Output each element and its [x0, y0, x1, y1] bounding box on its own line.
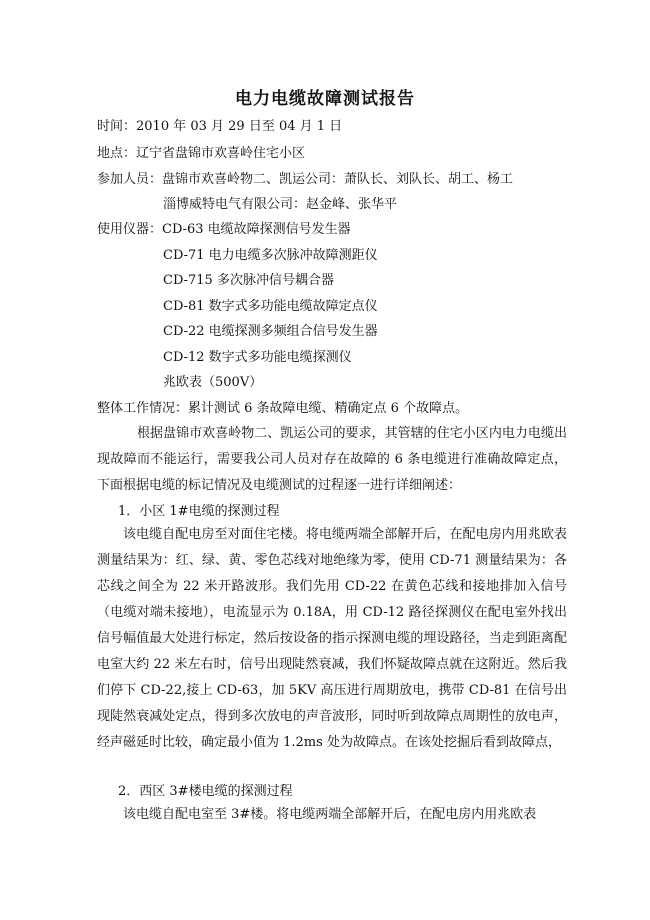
section-2-heading: 2．西区 3#楼电缆的探测过程: [118, 784, 293, 799]
instrument-item: CD-81 数字式多功能电缆故障定点仪: [163, 299, 378, 314]
instrument-item: CD-71 电力电缆多次脉冲故障测距仪: [163, 248, 378, 263]
section-2-paragraph: 该电缆自配电室至 3#楼。将电缆两端全部解开后，在配电房内用兆欧表: [123, 807, 537, 822]
instrument-item: CD-12 数字式多功能电缆探测仪: [163, 350, 352, 365]
time-line: 时间：2010 年 03 月 29 日至 04 月 1 日: [97, 119, 343, 134]
instruments-line: 使用仪器：CD-63 电缆故障探测信号发生器: [97, 222, 351, 237]
location-line: 地点：辽宁省盘锦市欢喜岭住宅小区: [97, 146, 306, 161]
instrument-item: CD-715 多次脉冲信号耦合器: [163, 273, 334, 288]
participants-line-1: 参加人员：盘锦市欢喜岭物二、凯运公司：萧队长、刘队长、胡工、杨工: [97, 172, 514, 187]
participants-line-2: 淄博威特电气有限公司：赵金峰、张华平: [163, 197, 398, 212]
report-title: 电力电缆故障测试报告: [235, 89, 415, 109]
instrument-item: CD-22 电缆探测多频组合信号发生器: [163, 324, 378, 339]
section-1-paragraph: 该电缆自配电房至对面住宅楼。将电缆两端全部解开后，在配电房内用兆欧表测量结果为：红、绿、黄、零色芯线对地绝缘为零，使用 CD-71 测量结果为：各芯线之间全为 22 米开路波形。我们先用 CD-22 在黄色芯线和接地排加入信号（电缆对端未接地），电流显示为 0.18A，用 CD-12 路径探测仪在配电室外找出信号幅值最大处进行标定，然后按设备的指示探测电缆的埋设路径，当走到距离配电室大约 22 米左右时，信号出现陡然衰减，我们怀疑故障点就在这附近。然后我们停下 CD-22,接上 CD-63，加 5KV 高压进行周期放电，携带 CD-81 在信号出现陡然衰减处定点，得到多次放电的声音波形，同时听到故障点周期性的放电声，经声磁延时比较，确定最小值为 1.2ms 处为故障点。在该处挖掘后看到故障点，: [97, 527, 567, 750]
intro-paragraph: 根据盘锦市欢喜岭物二、凯运公司的要求，其管辖的住宅小区内电力电缆出现故障而不能运行，需要我公司人员对存在故障的 6 条电缆进行准确故障定点，下面根据电缆的标记情况及电缆测试的过程逐一进行详细阐述：: [97, 426, 567, 493]
instrument-item: 兆欧表（500V）: [163, 375, 263, 390]
overall-summary-line: 整体工作情况：累计测试 6 条故障电缆、精确定点 6 个故障点。: [97, 401, 469, 416]
section-1-heading: 1．小区 1#电缆的探测过程: [118, 504, 280, 519]
